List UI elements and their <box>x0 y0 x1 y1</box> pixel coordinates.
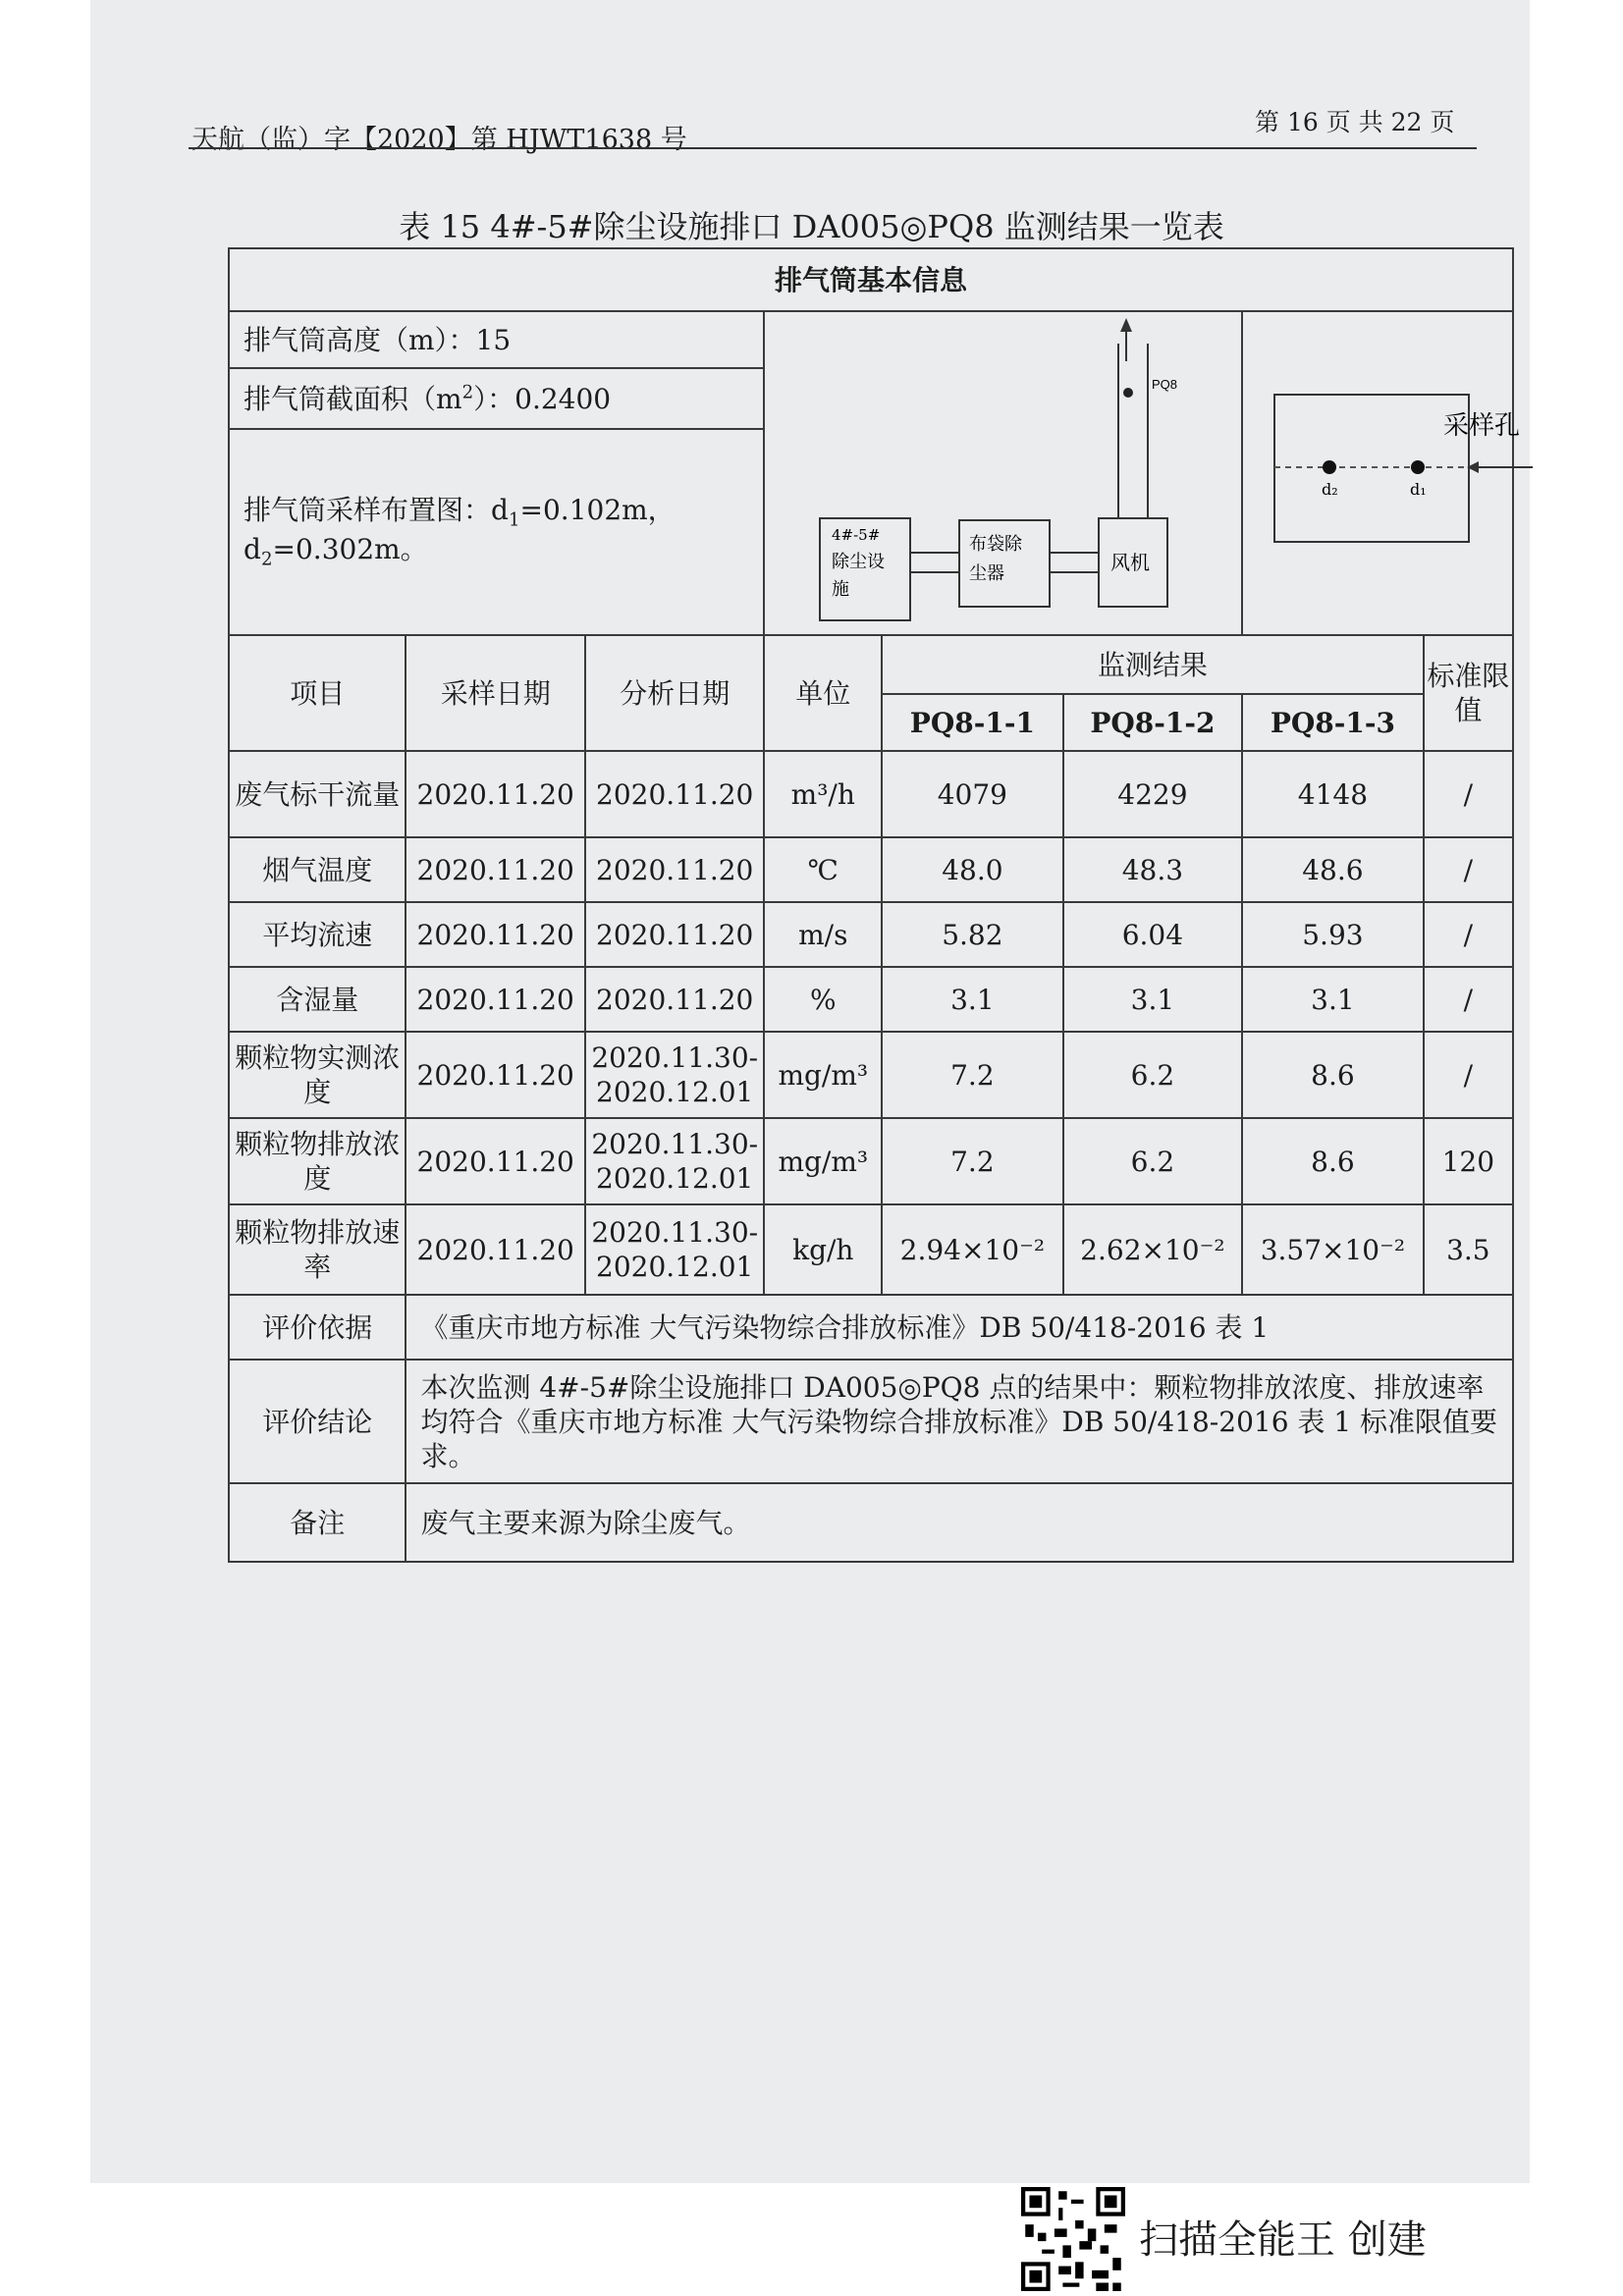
row-limit: / <box>1424 1032 1513 1118</box>
point-d1 <box>1411 460 1425 474</box>
bag-filter-label-2: 尘器 <box>968 563 1004 584</box>
row-sample-date: 2020.11.20 <box>406 751 585 837</box>
row-analysis-date: 2020.11.30-2020.12.01 <box>585 1204 765 1295</box>
bag-filter-label-1: 布袋除 <box>968 534 1022 555</box>
table-row <box>229 902 1513 967</box>
col-pq8-1-3: PQ8-1-3 <box>1242 694 1424 751</box>
row-value-2: 6.2 <box>1063 1118 1243 1204</box>
row-limit: / <box>1424 751 1513 837</box>
row-analysis-date: 2020.11.20 <box>585 967 765 1032</box>
d2-prefix: d <box>243 533 261 565</box>
basis-label: 评价依据 <box>229 1295 406 1360</box>
row-value-1: 2.94×10⁻² <box>882 1204 1063 1295</box>
row-unit: mg/m³ <box>764 1118 882 1204</box>
row-limit: / <box>1424 837 1513 902</box>
flow-diagram-svg <box>802 312 1205 626</box>
row-analysis-date: 2020.11.20 <box>585 902 765 967</box>
row-name: 烟气温度 <box>229 837 406 902</box>
fan-label: 风机 <box>1109 551 1150 574</box>
row-value-3: 3.57×10⁻² <box>1242 1204 1424 1295</box>
area-label: 排气筒截面积（m <box>243 382 462 415</box>
row-value-1: 3.1 <box>882 967 1063 1032</box>
header-rule <box>189 147 1477 149</box>
d1-value: =0.102m， <box>519 493 676 526</box>
row-value-1: 7.2 <box>882 1118 1063 1204</box>
remark-label: 备注 <box>229 1483 406 1562</box>
row-sample-date: 2020.11.20 <box>406 837 585 902</box>
table-row <box>229 1032 1513 1118</box>
basis-text: 《重庆市地方标准 大气污染物综合排放标准》DB 50/418-2016 表 1 <box>406 1295 1513 1360</box>
row-value-2: 2.62×10⁻² <box>1063 1204 1243 1295</box>
row-sample-date: 2020.11.20 <box>406 1032 585 1118</box>
d2-label: d₂ <box>1322 480 1338 499</box>
sampling-port-diagram <box>1242 311 1521 635</box>
row-value-2: 6.04 <box>1063 902 1243 967</box>
row-value-3: 8.6 <box>1242 1118 1424 1204</box>
row-limit: / <box>1424 967 1513 1032</box>
scanner-watermark: 扫描全能王 创建 <box>1139 2217 1427 2263</box>
row-value-3: 4148 <box>1242 751 1424 837</box>
row-unit: m/s <box>764 902 882 967</box>
row-unit: m³/h <box>764 751 882 837</box>
d1-subscript: 1 <box>508 509 520 531</box>
d2-value: =0.302m。 <box>272 533 428 565</box>
row-analysis-date: 2020.11.30-2020.12.01 <box>585 1032 765 1118</box>
row-limit: / <box>1424 902 1513 967</box>
sampling-port-label: 采样孔 <box>1443 410 1521 440</box>
monitoring-results-table <box>228 247 1521 1563</box>
row-value-2: 6.2 <box>1063 1032 1243 1118</box>
row-value-3: 5.93 <box>1242 902 1424 967</box>
row-sample-date: 2020.11.20 <box>406 967 585 1032</box>
row-unit: ℃ <box>764 837 882 902</box>
table-row <box>229 1204 1513 1295</box>
row-value-3: 3.1 <box>1242 967 1424 1032</box>
facility-label-1: 4#-5# <box>831 526 881 544</box>
col-unit: 单位 <box>764 635 882 751</box>
row-value-2: 4229 <box>1063 751 1243 837</box>
stack-flow-diagram <box>764 311 1242 635</box>
row-value-2: 48.3 <box>1063 837 1243 902</box>
table-row <box>229 1118 1513 1204</box>
row-value-1: 7.2 <box>882 1032 1063 1118</box>
area-exponent: 2 <box>461 382 474 403</box>
col-results: 监测结果 <box>882 635 1424 694</box>
row-value-1: 4079 <box>882 751 1063 837</box>
row-analysis-date: 2020.11.20 <box>585 751 765 837</box>
row-unit: % <box>764 967 882 1032</box>
row-sample-date: 2020.11.20 <box>406 902 585 967</box>
d2-subscript: 2 <box>260 549 273 570</box>
row-value-1: 48.0 <box>882 837 1063 902</box>
table-row <box>229 837 1513 902</box>
row-sample-date: 2020.11.20 <box>406 1204 585 1295</box>
row-sample-date: 2020.11.20 <box>406 1118 585 1204</box>
row-name: 平均流速 <box>229 902 406 967</box>
table-row <box>229 967 1513 1032</box>
row-value-3: 48.6 <box>1242 837 1424 902</box>
stack-layout <box>229 429 764 635</box>
conclusion-label: 评价结论 <box>229 1360 406 1483</box>
row-name: 含湿量 <box>229 967 406 1032</box>
col-pq8-1-2: PQ8-1-2 <box>1063 694 1243 751</box>
conclusion-text: 本次监测 4#-5#除尘设施排口 DA005◎PQ8 点的结果中：颗粒物排放浓度、排放速率均符合《重庆市地方标准 大气污染物综合排放标准》DB 50/418-2016 表 1 标准限值要求。 <box>406 1360 1513 1483</box>
area-value: ）：0.2400 <box>473 382 612 415</box>
sampling-point <box>1123 388 1133 398</box>
row-name: 颗粒物排放速率 <box>229 1204 406 1295</box>
point-label: PQ8 <box>1151 377 1177 392</box>
row-value-2: 3.1 <box>1063 967 1243 1032</box>
table-row <box>229 751 1513 837</box>
point-d2 <box>1323 460 1336 474</box>
document-number: 天航（监）字【2020】第 HJWT1638 号 <box>191 125 687 155</box>
row-name: 颗粒物实测浓度 <box>229 1032 406 1118</box>
basic-info-header: 排气筒基本信息 <box>229 248 1513 311</box>
page-number: 第 16 页 共 22 页 <box>1255 108 1455 136</box>
row-unit: mg/m³ <box>764 1032 882 1118</box>
d1-label: d₁ <box>1410 480 1427 499</box>
col-limit: 标准限值 <box>1424 635 1513 751</box>
row-analysis-date: 2020.11.30-2020.12.01 <box>585 1118 765 1204</box>
port-diagram-svg <box>1243 312 1538 626</box>
layout-label: 排气筒采样布置图：d <box>243 493 509 526</box>
col-pq8-1-1: PQ8-1-1 <box>882 694 1063 751</box>
stack-area <box>229 368 764 429</box>
facility-label-3: 施 <box>831 579 849 600</box>
col-analysis-date: 分析日期 <box>585 635 765 751</box>
row-name: 颗粒物排放浓度 <box>229 1118 406 1204</box>
row-unit: kg/h <box>764 1204 882 1295</box>
row-name: 废气标干流量 <box>229 751 406 837</box>
table-title: 表 15 4#-5#除尘设施排口 DA005◎PQ8 监测结果一览表 <box>399 208 1224 245</box>
remark-text: 废气主要来源为除尘废气。 <box>406 1483 1513 1562</box>
col-sample-date: 采样日期 <box>406 635 585 751</box>
row-analysis-date: 2020.11.20 <box>585 837 765 902</box>
row-limit: 120 <box>1424 1118 1513 1204</box>
row-value-1: 5.82 <box>882 902 1063 967</box>
row-limit: 3.5 <box>1424 1204 1513 1295</box>
row-value-3: 8.6 <box>1242 1032 1424 1118</box>
stack-height: 排气筒高度（m）：15 <box>229 311 764 368</box>
qr-code-icon <box>1021 2187 1125 2291</box>
col-item: 项目 <box>229 635 406 751</box>
facility-label-2: 除尘设 <box>831 552 885 572</box>
